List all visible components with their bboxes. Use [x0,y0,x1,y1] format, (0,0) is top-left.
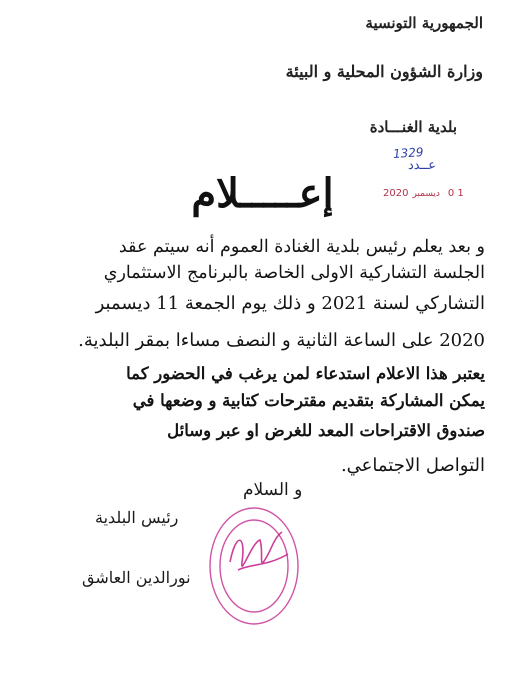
body-line-8: التواصل الاجتماعي. [340,455,485,476]
stamp-date-month: ديسمبر [412,189,440,199]
signature-stroke [230,532,288,570]
stamp-date-day: 0 1 [447,188,464,199]
body-line-1: و بعد يعلم رئيس بلدية الغنادة العموم أنه سيتم عقد [118,237,485,257]
body-line-5: يعتبر هذا الاعلام استدعاء لمن يرغب في الحضور كما [126,364,485,383]
body-line-7: صندوق الاقتراحات المعد للغرض او عبر وسائل [167,421,485,440]
header-republic: الجمهورية التونسية [365,14,483,32]
document-title: إعـــــلام [191,170,334,217]
body-line-4: 2020 على الساعة الثانية و النصف مساءا بمقر البلدية. [78,330,485,351]
official-seal-icon [202,492,306,632]
body-line-3: التشاركي لسنة 2021 و ذلك يوم الجمعة 11 ديسمبر [95,293,485,314]
header-municipality: بلدية الغنـــادة [369,118,457,136]
body-line-2: الجلسة التشاركية الاولى الخاصة بالبرنامج الاستثماري [103,263,485,283]
stamp-number: 1329 [392,144,424,162]
header-ministry: وزارة الشؤون المحلية و البيئة [285,62,483,81]
closing-salutation: و السلام [243,480,303,500]
signatory-title: رئيس البلدية [95,508,179,527]
stamp-label: عــدد [408,158,436,173]
signatory-name: نورالدين العاشق [82,568,191,587]
stamp-date-year: 2020 [383,188,409,199]
body-line-6: يمكن المشاركة بتقديم مقترحات كتابية و وضعها في [132,391,485,410]
